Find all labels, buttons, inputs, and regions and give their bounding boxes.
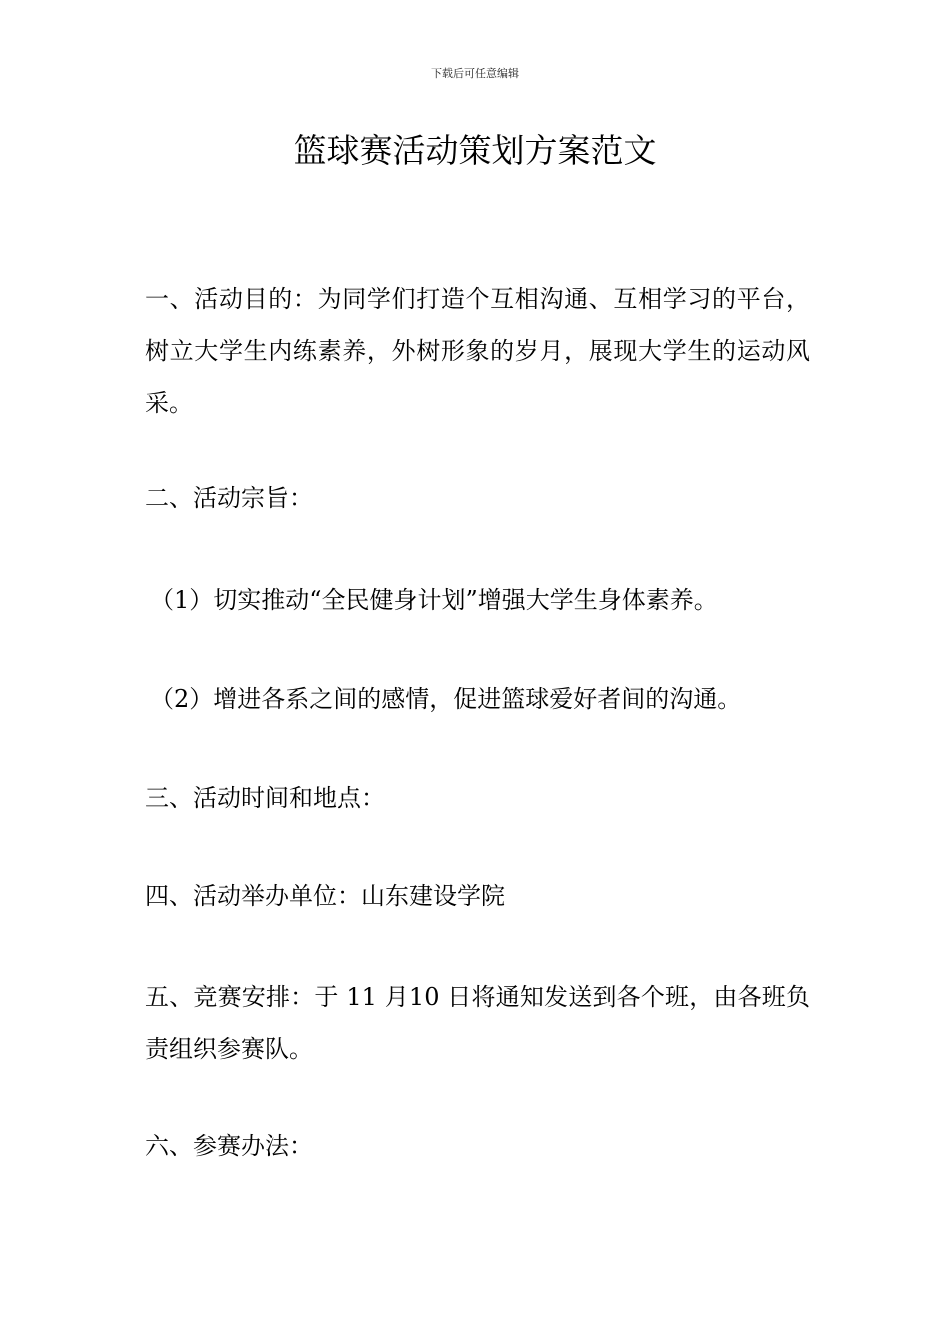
paragraph-purpose: 一、活动目的：为同学们打造个互相沟通、互相学习的平台，树立大学生内练素养，外树形象的岁月，展现大学生的运动风采。 (145, 285, 810, 417)
paragraph-method: 六、参赛办法： (145, 1132, 313, 1160)
paragraph-schedule: 五、竞赛安排：于 11 月10 日将通知发送到各个班，由各班负责组织参赛队。 (145, 983, 810, 1063)
paragraph-time-place: 三、活动时间和地点： (145, 784, 385, 812)
paragraph-organizer: 四、活动举办单位：山东建设学院 (145, 882, 505, 910)
document-title: 篮球赛活动策划方案范文 (293, 131, 657, 170)
paragraph-aim-item-2: （2）增进各系之间的感情，促进篮球爱好者间的沟通。 (150, 685, 742, 713)
header-note: 下载后可任意编辑 (431, 67, 519, 80)
paragraph-aim-item-1: （1）切实推动“全民健身计划”增强大学生身体素养。 (150, 586, 718, 614)
paragraph-aim-heading: 二、活动宗旨： (145, 484, 313, 512)
